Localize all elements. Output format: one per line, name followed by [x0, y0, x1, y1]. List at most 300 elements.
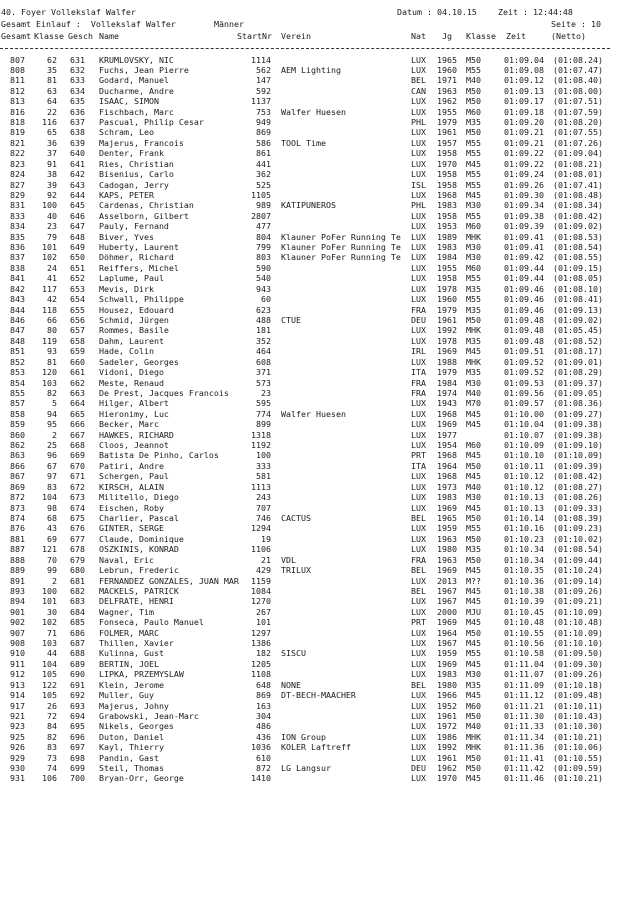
nat-cell: LUX — [411, 252, 426, 263]
table-row — [0, 159, 610, 169]
netto-cell: (01:08.34) — [553, 200, 603, 211]
netto-cell: (01:10.10) — [553, 638, 603, 649]
zeit-cell: 01:10.45 — [504, 606, 544, 617]
gesch-cell: 674 — [70, 502, 85, 513]
nat-cell: LUX — [411, 731, 426, 742]
startnr-cell: 371 — [256, 367, 271, 378]
startnr-cell: 1318 — [251, 429, 271, 440]
table-row — [0, 763, 610, 773]
klasse-cell: 84 — [47, 721, 57, 732]
table-row — [0, 628, 610, 638]
jg-cell: 1969 — [437, 502, 457, 513]
startnr-cell: 23 — [261, 387, 271, 398]
table-row — [0, 753, 610, 763]
gesamt-cell: 833 — [10, 210, 25, 221]
zeit-cell: 01:09.52 — [504, 367, 544, 378]
zeit-cell: 01:09.48 — [504, 335, 544, 346]
gesamt-cell: 930 — [10, 763, 25, 774]
netto-cell: (01:08.27) — [553, 481, 603, 492]
netto-cell: (01:09.27) — [553, 408, 603, 419]
klasse2-cell: M30 — [466, 492, 481, 503]
gesch-cell: 699 — [70, 763, 85, 774]
nat-cell: BEL — [411, 75, 426, 86]
table-row — [0, 471, 610, 481]
netto-cell: (01:07.26) — [553, 137, 603, 148]
klasse-cell: 43 — [47, 523, 57, 534]
startnr-cell: 804 — [256, 231, 271, 242]
startnr-cell: 648 — [256, 679, 271, 690]
gesamt-cell: 851 — [10, 346, 25, 357]
startnr-cell: 573 — [256, 377, 271, 388]
zeit-cell: 01:11.36 — [504, 742, 544, 753]
zeit-cell: 01:09.56 — [504, 387, 544, 398]
nat-cell: PRT — [411, 617, 426, 628]
zeit-cell: 01:11.46 — [504, 773, 544, 784]
gesch-cell: 661 — [70, 367, 85, 378]
nat-cell: FRA — [411, 304, 426, 315]
klasse2-cell: M40 — [466, 481, 481, 492]
table-row — [0, 648, 610, 658]
klasse2-cell: M30 — [466, 252, 481, 263]
table-row — [0, 398, 610, 408]
gesamt-cell: 835 — [10, 231, 25, 242]
table-row — [0, 107, 610, 117]
klasse2-cell: M60 — [466, 440, 481, 451]
zeit-cell: 01:09.52 — [504, 356, 544, 367]
klasse2-cell: M50 — [466, 54, 481, 65]
name-cell: Biver, Yves — [99, 231, 154, 242]
klasse-cell: 121 — [42, 544, 57, 555]
gesamt-cell: 917 — [10, 700, 25, 711]
netto-cell: (01:10.21) — [553, 773, 603, 784]
startnr-cell: 1137 — [251, 96, 271, 107]
netto-cell: (01:08.54) — [553, 544, 603, 555]
klasse-cell: 97 — [47, 471, 57, 482]
nat-cell: LUX — [411, 721, 426, 732]
gesch-cell: 650 — [70, 252, 85, 263]
gesamt-cell: 836 — [10, 242, 25, 253]
jg-cell: 1963 — [437, 533, 457, 544]
klasse-cell: 65 — [47, 127, 57, 138]
zeit-cell: 01:09.21 — [504, 127, 544, 138]
gesamt-cell: 862 — [10, 440, 25, 451]
name-cell: LIPKA, PRZEMYSLAW — [99, 669, 184, 680]
zeit-cell: 01:11.12 — [504, 690, 544, 701]
startnr-cell: 100 — [256, 450, 271, 461]
nat-cell: PRT — [411, 450, 426, 461]
klasse2-cell: M55 — [466, 148, 481, 159]
jg-cell: 1983 — [437, 242, 457, 253]
table-row — [0, 461, 610, 471]
jg-cell: 1970 — [437, 773, 457, 784]
klasse2-cell: M50 — [466, 533, 481, 544]
netto-cell: (01:09.04) — [553, 148, 603, 159]
startnr-cell: 333 — [256, 460, 271, 471]
zeit-cell: 01:09.44 — [504, 273, 544, 284]
nat-cell: ITA — [411, 460, 426, 471]
zeit-cell: 01:10.55 — [504, 627, 544, 638]
table-row — [0, 638, 610, 648]
klasse2-cell: M55 — [466, 273, 481, 284]
klasse2-cell: M45 — [466, 408, 481, 419]
gesch-cell: 647 — [70, 221, 85, 232]
nat-cell: LUX — [411, 54, 426, 65]
name-cell: Claude, Dominique — [99, 533, 184, 544]
zeit-cell: 01:11.41 — [504, 752, 544, 763]
gesch-cell: 652 — [70, 273, 85, 284]
gesch-cell: 675 — [70, 512, 85, 523]
netto-cell: (01:08.24) — [553, 54, 603, 65]
zeit-cell: 01:11.30 — [504, 710, 544, 721]
startnr-cell: 2807 — [251, 210, 271, 221]
name-cell: FERNANDEZ GONZALES, JUAN MAR — [99, 575, 239, 586]
klasse-cell: 94 — [47, 408, 57, 419]
gesch-cell: 664 — [70, 398, 85, 409]
gesamt-cell: 901 — [10, 606, 25, 617]
name-cell: Rommes, Basile — [99, 325, 169, 336]
netto-cell: (01:07.51) — [553, 96, 603, 107]
table-row — [0, 336, 610, 346]
gesch-cell: 670 — [70, 460, 85, 471]
jg-cell: 1969 — [437, 617, 457, 628]
gesch-cell: 657 — [70, 325, 85, 336]
table-row — [0, 732, 610, 742]
jg-cell: 1984 — [437, 252, 457, 263]
klasse2-cell: M30 — [466, 377, 481, 388]
nat-cell: LUX — [411, 408, 426, 419]
name-cell: Hade, Colin — [99, 346, 154, 357]
name-cell: Lebrun, Frederic — [99, 565, 179, 576]
netto-cell: (01:09.38) — [553, 429, 603, 440]
jg-cell: 1961 — [437, 127, 457, 138]
klasse-cell: 40 — [47, 210, 57, 221]
table-row — [0, 773, 610, 783]
zeit-cell: 01:10.09 — [504, 440, 544, 451]
startnr-cell: 486 — [256, 721, 271, 732]
jg-cell: 2013 — [437, 575, 457, 586]
table-row — [0, 690, 610, 700]
klasse-cell: 39 — [47, 179, 57, 190]
table-row — [0, 711, 610, 721]
klasse-cell: 22 — [47, 106, 57, 117]
startnr-cell: 429 — [256, 565, 271, 576]
klasse2-cell: M30 — [466, 242, 481, 253]
gesch-cell: 640 — [70, 148, 85, 159]
nat-cell: FRA — [411, 554, 426, 565]
table-row — [0, 221, 610, 231]
klasse-cell: 71 — [47, 627, 57, 638]
netto-cell: (01:08.55) — [553, 252, 603, 263]
gesch-cell: 654 — [70, 294, 85, 305]
nat-cell: LUX — [411, 492, 426, 503]
name-cell: Eischen, Roby — [99, 502, 164, 513]
table-row — [0, 378, 610, 388]
nat-cell: LUX — [411, 606, 426, 617]
startnr-cell: 799 — [256, 242, 271, 253]
verein-cell: AEM Lighting — [281, 64, 341, 75]
netto-cell: (01:09.14) — [553, 575, 603, 586]
klasse-cell: 24 — [47, 262, 57, 273]
netto-cell: (01:07.55) — [553, 127, 603, 138]
klasse-cell: 82 — [47, 731, 57, 742]
table-row — [0, 96, 610, 106]
jg-cell: 1962 — [437, 763, 457, 774]
netto-cell: (01:10.30) — [553, 721, 603, 732]
gesch-cell: 682 — [70, 585, 85, 596]
klasse-cell: 95 — [47, 419, 57, 430]
gesamt-cell: 855 — [10, 387, 25, 398]
nat-cell: LUX — [411, 64, 426, 75]
table-row — [0, 388, 610, 398]
nat-cell: IRL — [411, 346, 426, 357]
klasse2-cell: M50 — [466, 627, 481, 638]
gesamt-cell: 931 — [10, 773, 25, 784]
nat-cell: LUX — [411, 189, 426, 200]
name-cell: Reiffers, Michel — [99, 262, 179, 273]
zeit-cell: 01:10.12 — [504, 471, 544, 482]
nat-cell: LUX — [411, 627, 426, 638]
table-row — [0, 138, 610, 148]
jg-cell: 1983 — [437, 200, 457, 211]
name-cell: Housez, Edouard — [99, 304, 174, 315]
startnr-cell: 477 — [256, 221, 271, 232]
nat-cell: LUX — [411, 419, 426, 430]
verein-cell: VDL — [281, 554, 296, 565]
netto-cell: (01:08.17) — [553, 346, 603, 357]
zeit-cell: 01:09.41 — [504, 231, 544, 242]
jg-cell: 1973 — [437, 481, 457, 492]
nat-cell: LUX — [411, 575, 426, 586]
klasse-cell: 98 — [47, 502, 57, 513]
nat-cell: LUX — [411, 137, 426, 148]
table-row — [0, 586, 610, 596]
klasse2-cell: M35 — [466, 335, 481, 346]
col-verein: Verein — [281, 31, 311, 41]
gesamt-cell: 902 — [10, 617, 25, 628]
gesch-cell: 656 — [70, 315, 85, 325]
jg-cell: 1967 — [437, 585, 457, 596]
table-row — [0, 211, 610, 221]
gesamt-cell: 831 — [10, 200, 25, 211]
netto-cell: (01:09.59) — [553, 763, 603, 774]
klasse2-cell: MHK — [466, 731, 481, 742]
zeit-cell: 01:10.11 — [504, 460, 544, 471]
jg-cell: 1968 — [437, 408, 457, 419]
startnr-cell: 21 — [261, 554, 271, 565]
name-cell: Kayl, Thierry — [99, 742, 164, 753]
col-netto: (Netto) — [551, 31, 586, 41]
gesch-cell: 649 — [70, 242, 85, 253]
name-cell: Kulinna, Gust — [99, 648, 164, 659]
klasse2-cell: M55 — [466, 210, 481, 221]
netto-cell: (01:08.36) — [553, 398, 603, 409]
klasse2-cell: M45 — [466, 773, 481, 784]
name-cell: Fischbach, Marc — [99, 106, 174, 117]
gesch-cell: 678 — [70, 544, 85, 555]
klasse2-cell: M45 — [466, 158, 481, 169]
name-cell: Pauly, Fernand — [99, 221, 169, 232]
klasse2-cell: M70 — [466, 398, 481, 409]
netto-cell: (01:09.39) — [553, 460, 603, 471]
gesch-cell: 689 — [70, 658, 85, 669]
name-cell: Klein, Jerome — [99, 679, 164, 690]
klasse2-cell: M35 — [466, 117, 481, 128]
zeit-cell: 01:09.57 — [504, 398, 544, 409]
klasse-cell: 41 — [47, 273, 57, 284]
table-row — [0, 544, 610, 554]
gesch-cell: 691 — [70, 679, 85, 690]
klasse2-cell: M40 — [466, 387, 481, 398]
gesamt-cell: 829 — [10, 189, 25, 200]
name-cell: Duton, Daniel — [99, 731, 164, 742]
startnr-cell: 586 — [256, 137, 271, 148]
name-cell: Ries, Christian — [99, 158, 174, 169]
klasse2-cell: M45 — [466, 565, 481, 576]
gesch-cell: 686 — [70, 627, 85, 638]
table-row — [0, 534, 610, 544]
startnr-cell: 488 — [256, 315, 271, 325]
startnr-cell: 1084 — [251, 585, 271, 596]
jg-cell: 1969 — [437, 419, 457, 430]
gesamt-cell: 819 — [10, 127, 25, 138]
zeit-cell: 01:09.46 — [504, 283, 544, 294]
klasse2-cell: M45 — [466, 617, 481, 628]
name-cell: Mevis, Dirk — [99, 283, 154, 294]
zeit-cell: 01:10.13 — [504, 502, 544, 513]
klasse-cell: 69 — [47, 533, 57, 544]
gesamt-cell: 860 — [10, 429, 25, 440]
jg-cell: 1979 — [437, 117, 457, 128]
jg-cell: 1983 — [437, 492, 457, 503]
klasse-cell: 36 — [47, 137, 57, 148]
klasse2-cell: M55 — [466, 648, 481, 659]
gesch-cell: 693 — [70, 700, 85, 711]
name-cell: Naval, Eric — [99, 554, 154, 565]
gesch-cell: 684 — [70, 606, 85, 617]
klasse-cell: 117 — [42, 283, 57, 294]
gesch-cell: 687 — [70, 638, 85, 649]
gesamt-cell: 844 — [10, 304, 25, 315]
klasse-cell: 102 — [42, 617, 57, 628]
name-cell: Patiri, Andre — [99, 460, 164, 471]
gesamt-cell: 867 — [10, 471, 25, 482]
gesamt-cell: 816 — [10, 106, 25, 117]
gesamt-cell: 910 — [10, 648, 25, 659]
zeit-cell: 01:10.35 — [504, 565, 544, 576]
zeit-cell: 01:09.13 — [504, 85, 544, 96]
klasse2-cell: M50 — [466, 127, 481, 138]
nat-cell: LUX — [411, 273, 426, 284]
jg-cell: 1961 — [437, 315, 457, 325]
gesamt-cell: 853 — [10, 367, 25, 378]
klasse2-cell: M50 — [466, 96, 481, 107]
klasse2-cell: M50 — [466, 554, 481, 565]
name-cell: Schmid, Jürgen — [99, 315, 169, 325]
klasse-cell: 66 — [47, 315, 57, 325]
netto-cell: (01:09.02) — [553, 221, 603, 232]
gesch-cell: 631 — [70, 54, 85, 65]
gesch-cell: 672 — [70, 481, 85, 492]
jg-cell: 1978 — [437, 335, 457, 346]
gesch-cell: 671 — [70, 471, 85, 482]
zeit-cell: 01:09.48 — [504, 315, 544, 325]
name-cell: De Prest, Jacques Francois — [99, 387, 229, 398]
name-cell: Meste, Renaud — [99, 377, 164, 388]
nat-cell: BEL — [411, 679, 426, 690]
table-row — [0, 596, 610, 606]
startnr-cell: 1114 — [251, 54, 271, 65]
gesamt-cell: 838 — [10, 262, 25, 273]
netto-cell: (01:10.55) — [553, 752, 603, 763]
klasse2-cell: M55 — [466, 137, 481, 148]
gesch-cell: 698 — [70, 752, 85, 763]
jg-cell: 1969 — [437, 565, 457, 576]
klasse2-cell: M50 — [466, 460, 481, 471]
jg-cell: 1958 — [437, 148, 457, 159]
klasse2-cell: M55 — [466, 294, 481, 305]
gesch-cell: 643 — [70, 179, 85, 190]
table-row — [0, 576, 610, 586]
startnr-cell: 899 — [256, 419, 271, 430]
startnr-cell: 362 — [256, 169, 271, 180]
gesamt-cell: 847 — [10, 325, 25, 336]
startnr-cell: 872 — [256, 763, 271, 774]
jg-cell: 1963 — [437, 85, 457, 96]
gesch-cell: 662 — [70, 377, 85, 388]
name-cell: Hilger, Albert — [99, 398, 169, 409]
category-label: Männer — [214, 19, 244, 29]
startnr-cell: 101 — [256, 617, 271, 628]
jg-cell: 1966 — [437, 690, 457, 701]
table-row — [0, 701, 610, 711]
zeit-cell: 01:09.12 — [504, 75, 544, 86]
startnr-cell: 1105 — [251, 189, 271, 200]
name-cell: HAWKES, RICHARD — [99, 429, 174, 440]
gesch-cell: 635 — [70, 96, 85, 107]
klasse2-cell: M55 — [466, 64, 481, 75]
netto-cell: (01:10.24) — [553, 565, 603, 576]
gesch-cell: 659 — [70, 346, 85, 357]
zeit-cell: 01:09.46 — [504, 304, 544, 315]
startnr-cell: 1113 — [251, 481, 271, 492]
klasse2-cell: M45 — [466, 596, 481, 607]
name-cell: Cadogan, Jerry — [99, 179, 169, 190]
klasse2-cell: M60 — [466, 106, 481, 117]
table-row — [0, 242, 610, 252]
table-row — [0, 503, 610, 513]
name-cell: Majerus, Francois — [99, 137, 184, 148]
startnr-cell: 243 — [256, 492, 271, 503]
klasse2-cell: M35 — [466, 283, 481, 294]
table-row — [0, 325, 610, 335]
startnr-cell: 1270 — [251, 596, 271, 607]
klasse-cell: 37 — [47, 148, 57, 159]
nat-cell: PHL — [411, 200, 426, 211]
startnr-cell: 623 — [256, 304, 271, 315]
startnr-cell: 1297 — [251, 627, 271, 638]
zeit-cell: 01:09.46 — [504, 294, 544, 305]
jg-cell: 1968 — [437, 189, 457, 200]
verein-cell: CACTUS — [281, 512, 311, 523]
col-klasse2: Klasse — [466, 31, 496, 41]
klasse2-cell: M45 — [466, 638, 481, 649]
gesamt-cell: 848 — [10, 335, 25, 346]
nat-cell: LUX — [411, 106, 426, 117]
jg-cell: 1969 — [437, 658, 457, 669]
nat-cell: ISL — [411, 179, 426, 190]
verein-cell: LG Langsur — [281, 763, 331, 774]
startnr-cell: 441 — [256, 158, 271, 169]
